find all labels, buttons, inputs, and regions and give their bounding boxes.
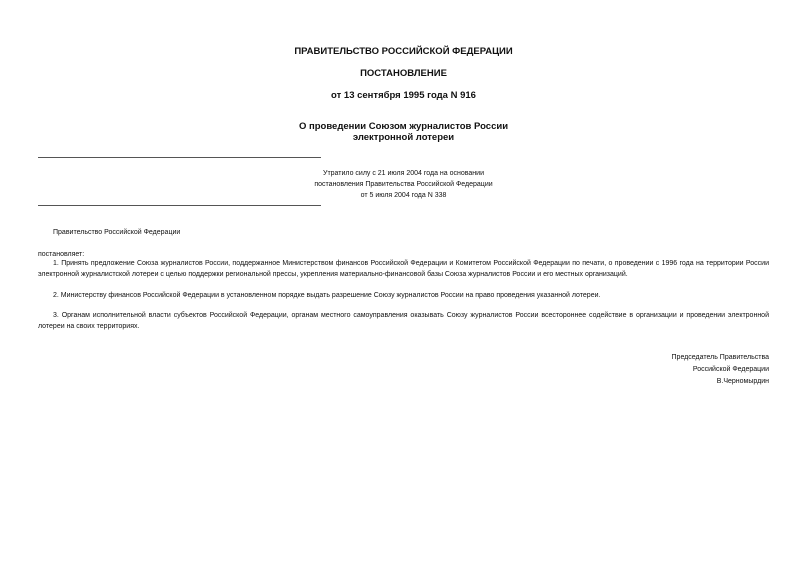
repeal-notice-text: Утратило силу с 21 июля 2004 года на основании [323,170,484,177]
paragraph-2: 2. Министерству финансов Российской Федерации в установленном порядке выдать разрешение Союзу журналистов России на право проведения указанной лотереи. [53,292,601,299]
signatory-name: В.Черномырдин [716,378,769,385]
signatory-position-line-2: Российской Федерации [692,366,769,373]
paragraph-3: 3. Органам исполнительной власти субъектов Российской Федерации, органам местного самоуправления оказывать Союзу журналистов России всестороннее содействие в организации и проведении электронной лотереи на своих территориях. [38,312,769,330]
document-type-heading: ПОСТАНОВЛЕНИЕ [360,68,447,79]
title-line-1: О проведении Союзом журналистов России [298,121,509,132]
bottom-divider [38,205,321,206]
repeal-decree-link[interactable]: постановления Правительства Российской Федерации [314,181,493,188]
title-line-2: электронной лотереи [352,132,455,143]
top-divider [38,157,321,158]
paragraph-1: 1. Принять предложение Союза журналистов России, поддержанное Министерством финансов Российской Федерации и Комитетом Российской Федерации по печати, о проведении с 1996 года на территории России электронной журналистской лотереи с целью поддержки региональной прессы, укрепления материально-финансовой базы Союза журналистов России и его местных организаций. [38,260,769,278]
date-number-heading: от 13 сентября 1995 года N 916 [331,90,476,101]
signatory-position-line-1: Председатель Правительства [671,354,769,361]
authority-text: Правительство Российской Федерации [53,229,181,236]
decrees-text: постановляет: [38,251,85,258]
issuer-heading: ПРАВИТЕЛЬСТВО РОССИЙСКОЙ ФЕДЕРАЦИИ [294,46,513,57]
repeal-decree-date-link[interactable]: от 5 июля 2004 года N 338 [360,192,447,199]
